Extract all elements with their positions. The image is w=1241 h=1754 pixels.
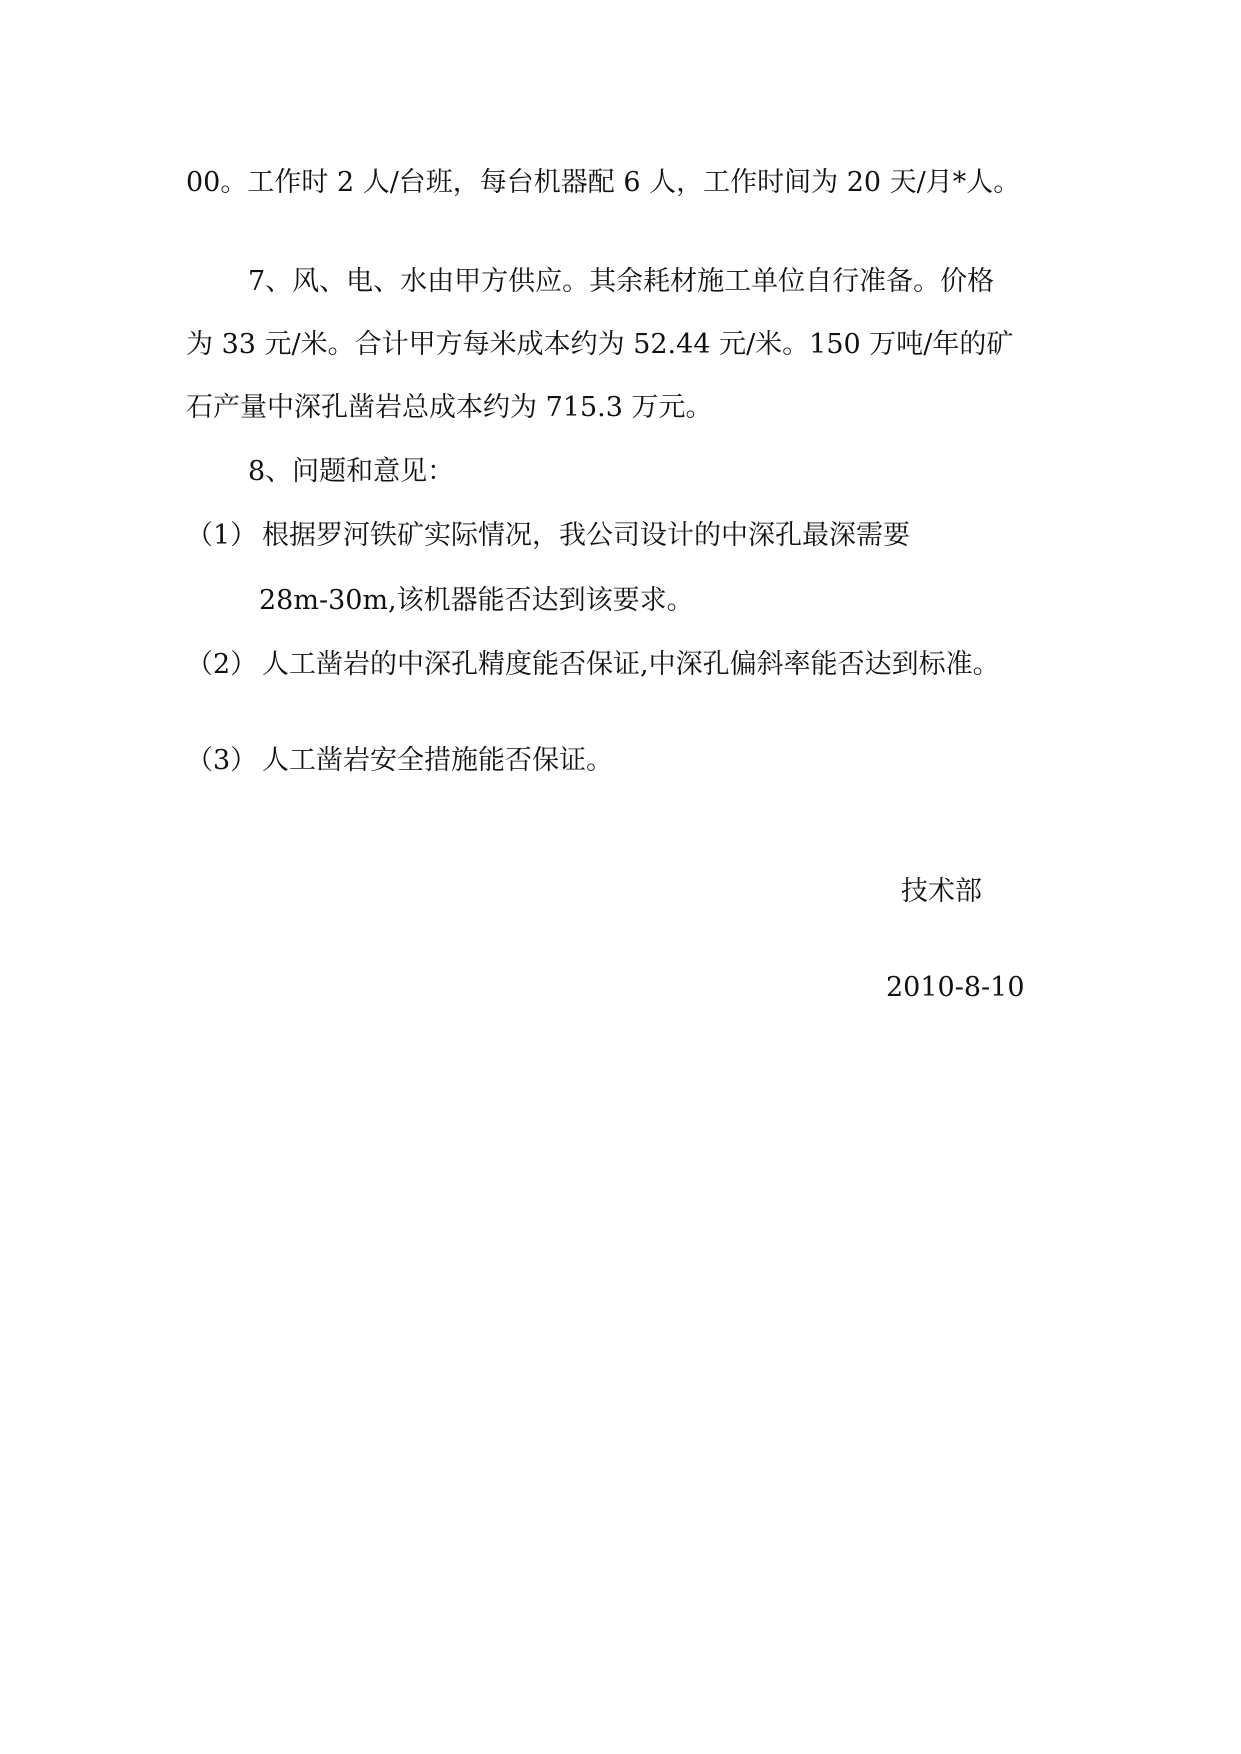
question-3-text: 人工凿岩安全措施能否保证。 [262,745,613,776]
question-2-label: （2） [186,649,258,680]
question-1-line-2: 28m-30m,该机器能否达到该要求。 [259,585,694,616]
signature-date: 2010-8-10 [886,972,1025,1003]
question-1-label: （1） [186,520,258,551]
question-3-label: （3） [186,745,258,776]
signature-department: 技术部 [901,876,982,907]
question-2-text: 人工凿岩的中深孔精度能否保证,中深孔偏斜率能否达到标准。 [262,649,1000,680]
question-1-line-1: 根据罗河铁矿实际情况，我公司设计的中深孔最深需要 [262,520,910,551]
item-7-line-1: 7、风、电、水由甲方供应。其余耗材施工单位自行准备。价格 [248,266,995,297]
paragraph-line-continuation: 00。工作时 2 人/台班，每台机器配 6 人，工作时间为 20 天/月*人。 [186,167,1021,198]
item-7-line-2: 为 33 元/米。合计甲方每米成本约为 52.44 元/米。150 万吨/年的矿 [186,329,1014,360]
item-8-heading: 8、问题和意见： [248,456,455,487]
item-7-line-3: 石产量中深孔凿岩总成本约为 715.3 万元。 [186,392,713,423]
